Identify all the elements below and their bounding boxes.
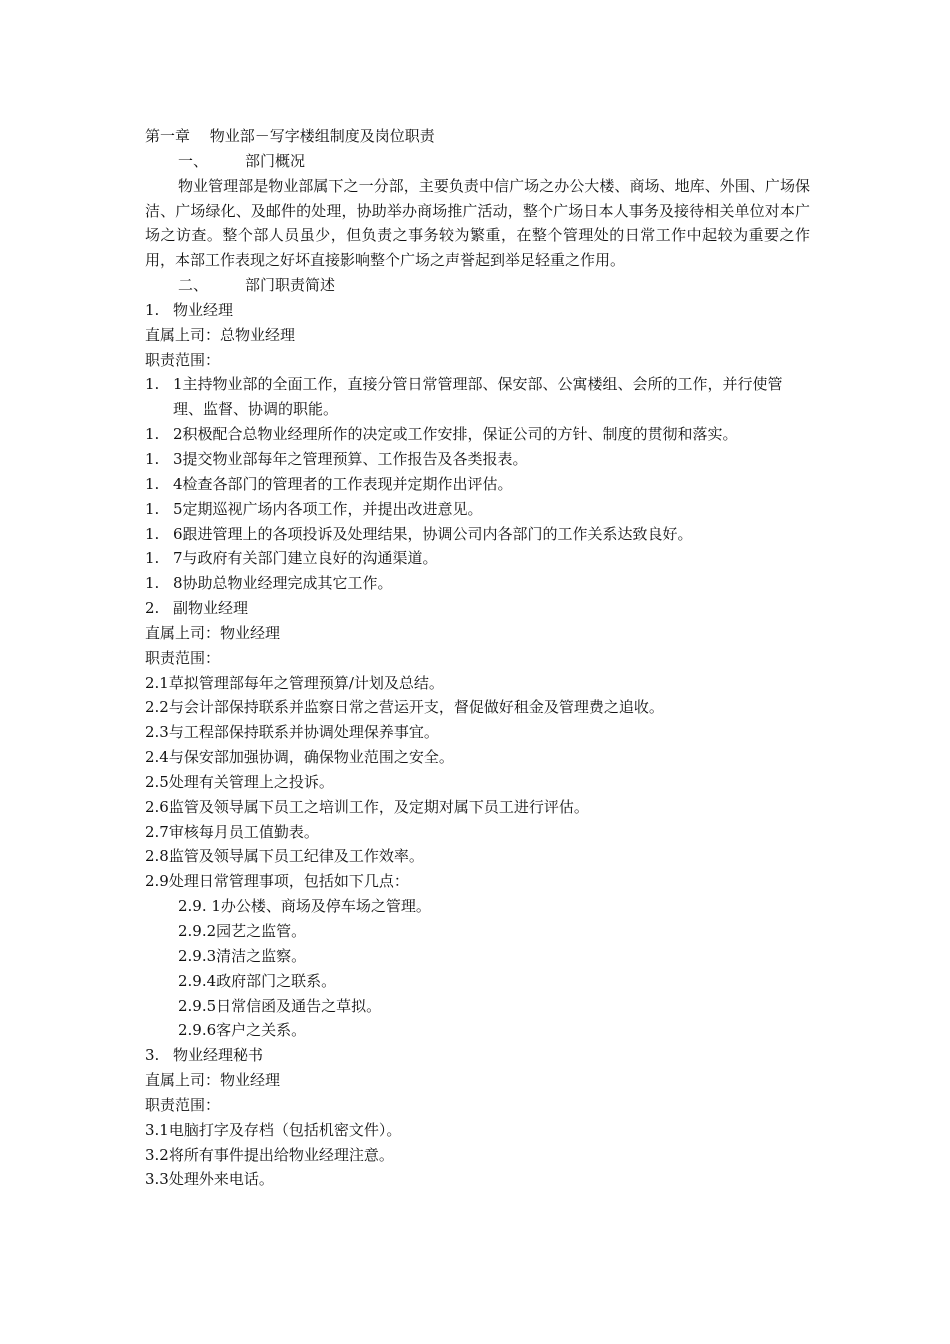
sub-duty-item: 2.9.6客户之关系。 [178,1021,307,1040]
duty-number: 1. [145,549,160,568]
role-scope-label: 职责范围： [145,350,221,369]
duty-number: 1. [145,524,160,543]
role-number: 1. [145,300,160,319]
duty-text: 3提交物业部每年之管理预算、工作报告及各类报表。 [173,449,528,468]
role-heading [145,1043,810,1068]
duty-number: 1. [145,375,160,394]
duty-item [145,422,810,447]
duty-item: 3.3处理外来电话。 [145,1170,274,1189]
duty-text: 4检查各部门的管理者的工作表现并定期作出评估。 [173,474,513,493]
duty-item: 3.2将所有事件提出给物业经理注意。 [145,1145,394,1164]
duty-text: 6跟进管理上的各项投诉及处理结果，协调公司内各部门的工作关系达致良好。 [173,524,693,543]
role2-duty-list [145,671,810,1044]
sub-duty-item: 2.9.5日常信函及通告之草拟。 [178,996,382,1015]
duty-text: 2积极配合总物业经理所作的决定或工作安排，保证公司的方针、制度的贯彻和落实。 [173,425,738,444]
duty-item [145,546,810,571]
duty-text: 8协助总物业经理完成其它工作。 [173,574,393,593]
role-title: 副物业经理 [173,599,249,618]
section-heading-overview [145,149,810,174]
section-title: 部门概况 [245,151,306,170]
role-superior: 直属上司：总物业经理 [145,325,296,344]
duty-item: 2.5处理有关管理上之投诉。 [145,772,334,791]
role-scope-label: 职责范围： [145,648,221,667]
duty-number: 1. [145,474,160,493]
duty-item [145,522,810,547]
duty-item: 2.3与工程部保持联系并协调处理保养事宜。 [145,723,439,742]
duty-item [145,372,810,422]
duty-item: 3.1电脑打字及存档（包括机密文件）。 [145,1120,402,1139]
role-number: 2. [145,599,160,618]
role-scope-label: 职责范围： [145,1095,221,1114]
duty-number: 1. [145,449,160,468]
duty-item: 2.7审核每月员工值勤表。 [145,822,319,841]
duty-item [145,571,810,596]
duty-item: 2.1草拟管理部每年之管理预算/计划及总结。 [145,673,444,692]
overview-paragraph: 物业管理部是物业部属下之一分部，主要负责中信广场之办公大楼、商场、地库、外围、广场保洁、广场绿化、及邮件的处理，协助举办商场推广活动，整个广场日本人事务及接待相关单位对本广场之访查。整个部人员虽少，但负责之事务较为繁重，在整个管理处的日常工作中起较为重要之作用，本部工作表现之好坏直接影响整个广场之声誉起到举足轻重之作用。 [145,176,810,270]
role-title: 物业经理秘书 [173,1046,264,1065]
duty-item: 2.9处理日常管理事项，包括如下几点： [145,872,409,891]
sub-duty-item: 2.9. 1办公楼、商场及停车场之管理。 [178,897,431,916]
chapter-title: 第一章 物业部－写字楼组制度及岗位职责 [145,127,435,145]
duty-number: 1. [145,425,160,444]
role-superior: 直属上司：物业经理 [145,1071,281,1090]
section-number: 二、 [178,276,209,295]
sub-duty-item: 2.9.3清洁之监察。 [178,946,307,965]
duty-number: 1. [145,499,160,518]
duty-item: 2.8监管及领导属下员工纪律及工作效率。 [145,847,424,866]
duty-item [145,497,810,522]
role-title: 物业经理 [173,300,234,319]
section-heading-duties [145,273,810,298]
duty-text: 1主持物业部的全面工作，直接分管日常管理部、保安部、公寓楼组、会所的工作，并行使管理、监督、协调的职能。 [173,375,783,419]
duty-item: 2.4与保安部加强协调，确保物业范围之安全。 [145,748,454,767]
duty-text: 7与政府有关部门建立良好的沟通渠道。 [173,549,438,568]
duty-item: 2.2与会计部保持联系并监察日常之营运开支，督促做好租金及管理费之追收。 [145,698,664,717]
duty-item [145,472,810,497]
section-number: 一、 [178,151,209,170]
role1-duty-list [145,372,810,596]
duty-item [145,447,810,472]
duty-item: 2.6监管及领导属下员工之培训工作，及定期对属下员工进行评估。 [145,797,589,816]
sub-duty-item: 2.9.2园艺之监管。 [178,922,307,940]
section-title: 部门职责简述 [245,276,336,295]
role-heading [145,596,810,621]
sub-duty-item: 2.9.4政府部门之联系。 [178,971,337,990]
role-superior: 直属上司：物业经理 [145,623,281,642]
role3-duty-list [145,1118,810,1193]
role-number: 3. [145,1046,160,1065]
duty-number: 1. [145,574,160,593]
duty-text: 5定期巡视广场内各项工作，并提出改进意见。 [173,499,483,518]
role-heading [145,298,810,323]
